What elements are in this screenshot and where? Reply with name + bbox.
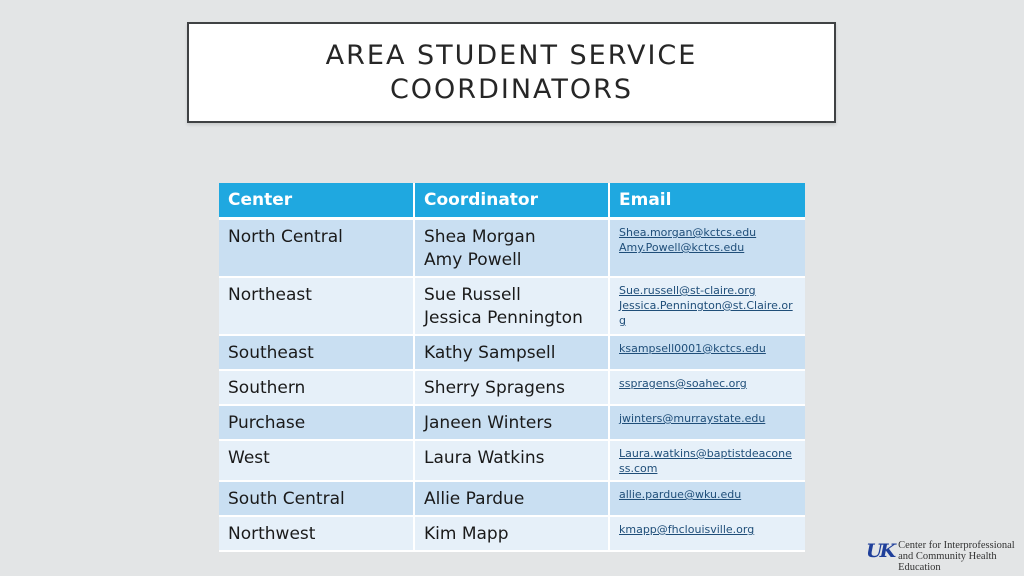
coordinator-cell: [414, 335, 609, 370]
table-row: [219, 370, 805, 405]
coordinator-name: Laura Watkins: [424, 448, 545, 468]
center-cell: North Central: [219, 219, 414, 278]
coordinators-table: [219, 183, 805, 552]
coordinator-name: Jessica Pennington: [424, 308, 583, 328]
center-cell: Northwest: [219, 516, 414, 551]
coordinator-name: Kathy Sampsell: [424, 343, 556, 363]
coordinator-cell: [414, 516, 609, 551]
table-row: [219, 405, 805, 440]
center-cell: Southeast: [219, 335, 414, 370]
title-box: [187, 22, 836, 123]
center-cell: South Central: [219, 481, 414, 516]
email-cell: [609, 481, 805, 516]
header-email: Email: [609, 183, 805, 219]
center-cell: Northeast: [219, 277, 414, 335]
table-header-row: [219, 183, 805, 219]
table-row: [219, 440, 805, 481]
title-line-1: AREA STUDENT SERVICE: [325, 39, 698, 71]
header-center: Center: [219, 183, 414, 219]
coordinator-cell: [414, 370, 609, 405]
coordinator-cell: [414, 405, 609, 440]
coordinator-name: Sherry Spragens: [424, 378, 566, 398]
email-cell: [609, 370, 805, 405]
email-link[interactable]: jwinters@murraystate.edu: [619, 412, 766, 425]
coordinator-cell: [414, 277, 609, 335]
coordinator-name: Shea Morgan: [424, 227, 536, 247]
email-link[interactable]: allie.pardue@wku.edu: [619, 488, 742, 501]
header-coordinator: Coordinator: [414, 183, 609, 219]
logo-line-1: Center for Interprofessional: [898, 540, 1015, 551]
email-cell: [609, 335, 805, 370]
center-cell: Southern: [219, 370, 414, 405]
table-row: [219, 335, 805, 370]
page-title: [302, 39, 722, 107]
table-row: [219, 516, 805, 551]
coordinator-name: Janeen Winters: [424, 413, 553, 433]
coordinator-name: Allie Pardue: [424, 489, 525, 509]
coordinator-name: Kim Mapp: [424, 524, 509, 544]
logo-line-2: and Community Health: [898, 551, 997, 562]
coordinator-cell: [414, 481, 609, 516]
email-link[interactable]: ksampsell0001@kctcs.edu: [619, 342, 766, 355]
coordinator-name: Amy Powell: [424, 250, 522, 270]
email-cell: [609, 405, 805, 440]
email-link[interactable]: kmapp@fhclouisville.org: [619, 523, 755, 536]
email-cell: [609, 219, 805, 278]
table-row: [219, 219, 805, 278]
table-row: [219, 277, 805, 335]
email-cell: [609, 440, 805, 481]
email-link[interactable]: Sue.russell@st-claire.org: [619, 284, 756, 297]
email-link[interactable]: sspragens@soahec.org: [619, 377, 747, 390]
logo-text: [898, 540, 1015, 573]
email-link[interactable]: Shea.morgan@kctcs.edu: [619, 226, 757, 239]
email-link[interactable]: Laura.watkins@baptistdeaconess.com: [619, 447, 792, 475]
organization-logo: [866, 540, 1015, 573]
email-link[interactable]: Amy.Powell@kctcs.edu: [619, 241, 745, 254]
center-cell: Purchase: [219, 405, 414, 440]
email-cell: [609, 277, 805, 335]
center-cell: West: [219, 440, 414, 481]
coordinator-name: Sue Russell: [424, 285, 521, 305]
email-link[interactable]: Jessica.Pennington@st.Claire.org: [619, 299, 793, 327]
logo-line-3: Education: [898, 562, 941, 573]
email-cell: [609, 516, 805, 551]
title-line-2: COORDINATORS: [389, 73, 634, 105]
coordinator-cell: [414, 440, 609, 481]
coordinator-cell: [414, 219, 609, 278]
table-row: [219, 481, 805, 516]
uk-logo-icon: UK: [866, 540, 894, 562]
